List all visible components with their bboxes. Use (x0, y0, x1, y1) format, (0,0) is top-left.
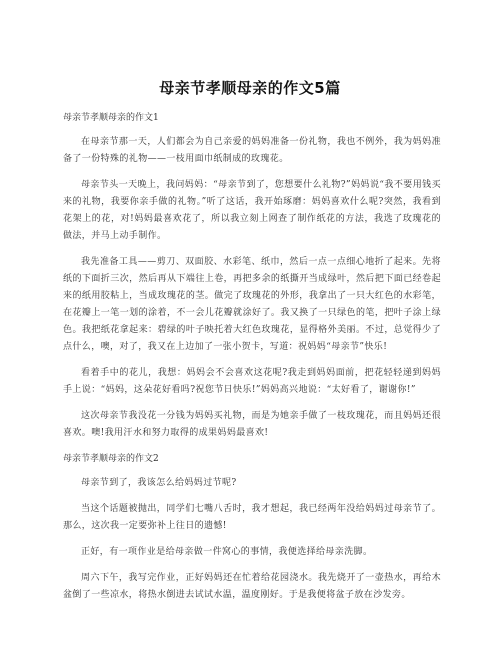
paragraph: 母亲节头一天晚上，我问妈妈：“母亲节到了，您想要什么礼物?”妈妈说“我不要用钱买来的礼物，我要你亲手做的礼物。”听了这话，我开始琢磨：妈妈喜欢什么呢?突然，我看到花架上的花，对!妈妈最喜欢花了，所以我立刻上网查了制作纸花的方法，我选了玫瑰花的做法，并马上动手制作。 (63, 180, 441, 241)
paragraph: 周六下午，我写完作业，正好妈妈还在忙着给花园浇水。我先烧开了一壶热水，再给木盆倒了一些凉水，将热水倒进去试试水温，温度刚好。于是我便将盆子放在沙发旁。 (63, 573, 441, 600)
paragraph: 母亲节到了，我该怎么给妈妈过节呢? (81, 478, 237, 488)
paragraph: 我先准备工具——剪刀、双面胶、水彩笔、纸巾，然后一点一点细心地折了起来。先将纸的下面折三次，然后再从下端往上卷，再把多余的纸撕开当成绿叶，然后把下面已经卷起来的纸用胶粘上，当成玫瑰花的茎。做完了玫瑰花的外形，我拿出了一只大红色的水彩笔，在花瓣上一笔一划的涂着，不一会儿花瓣就涂好了。我又换了一只绿色的笔，把叶子涂上绿色。我把纸花拿起来：碧绿的叶子映托着大红色玫瑰花，显得格外美丽。不过，总觉得少了点什么，噢，对了，我又在上边加了一张小贺卡，写道：祝妈妈“母亲节”快乐! (63, 257, 441, 352)
document-title: 母亲节孝顺母亲的作文5篇 (159, 79, 341, 97)
section-heading: 母亲节孝顺母亲的作文1 (63, 113, 159, 123)
paragraph: 在母亲节那一天，人们都会为自己亲爱的妈妈准备一份礼物，我也不例外，我为妈妈准备了一份特殊的礼物——一枝用面巾纸制成的玫瑰花。 (63, 137, 441, 164)
paragraph: 这次母亲节我没花一分钱为妈妈买礼物，而是为她亲手做了一枝玫瑰花，而且妈妈还很喜欢。噢!我用汗水和努力取得的成果妈妈最喜欢! (63, 411, 441, 438)
section-heading: 母亲节孝顺母亲的作文2 (63, 454, 159, 464)
paragraph: 看着手中的花儿，我想：妈妈会不会喜欢这花呢?我走到妈妈面前，把花轻轻递到妈妈手上说：“妈妈，这朵花好看吗?祝您节日快乐!”妈妈高兴地说：“太好看了，谢谢你!” (63, 368, 441, 395)
document-body (63, 110, 441, 604)
paragraph: 正好，有一项作业是给母亲做一件窝心的事情，我便选择给母亲洗脚。 (81, 547, 373, 557)
paragraph: 当这个话题被抛出，同学们七嘴八舌时，我才想起，我已经两年没给妈妈过母亲节了。那么，这次我一定要弥补上往日的遗憾! (63, 504, 441, 531)
